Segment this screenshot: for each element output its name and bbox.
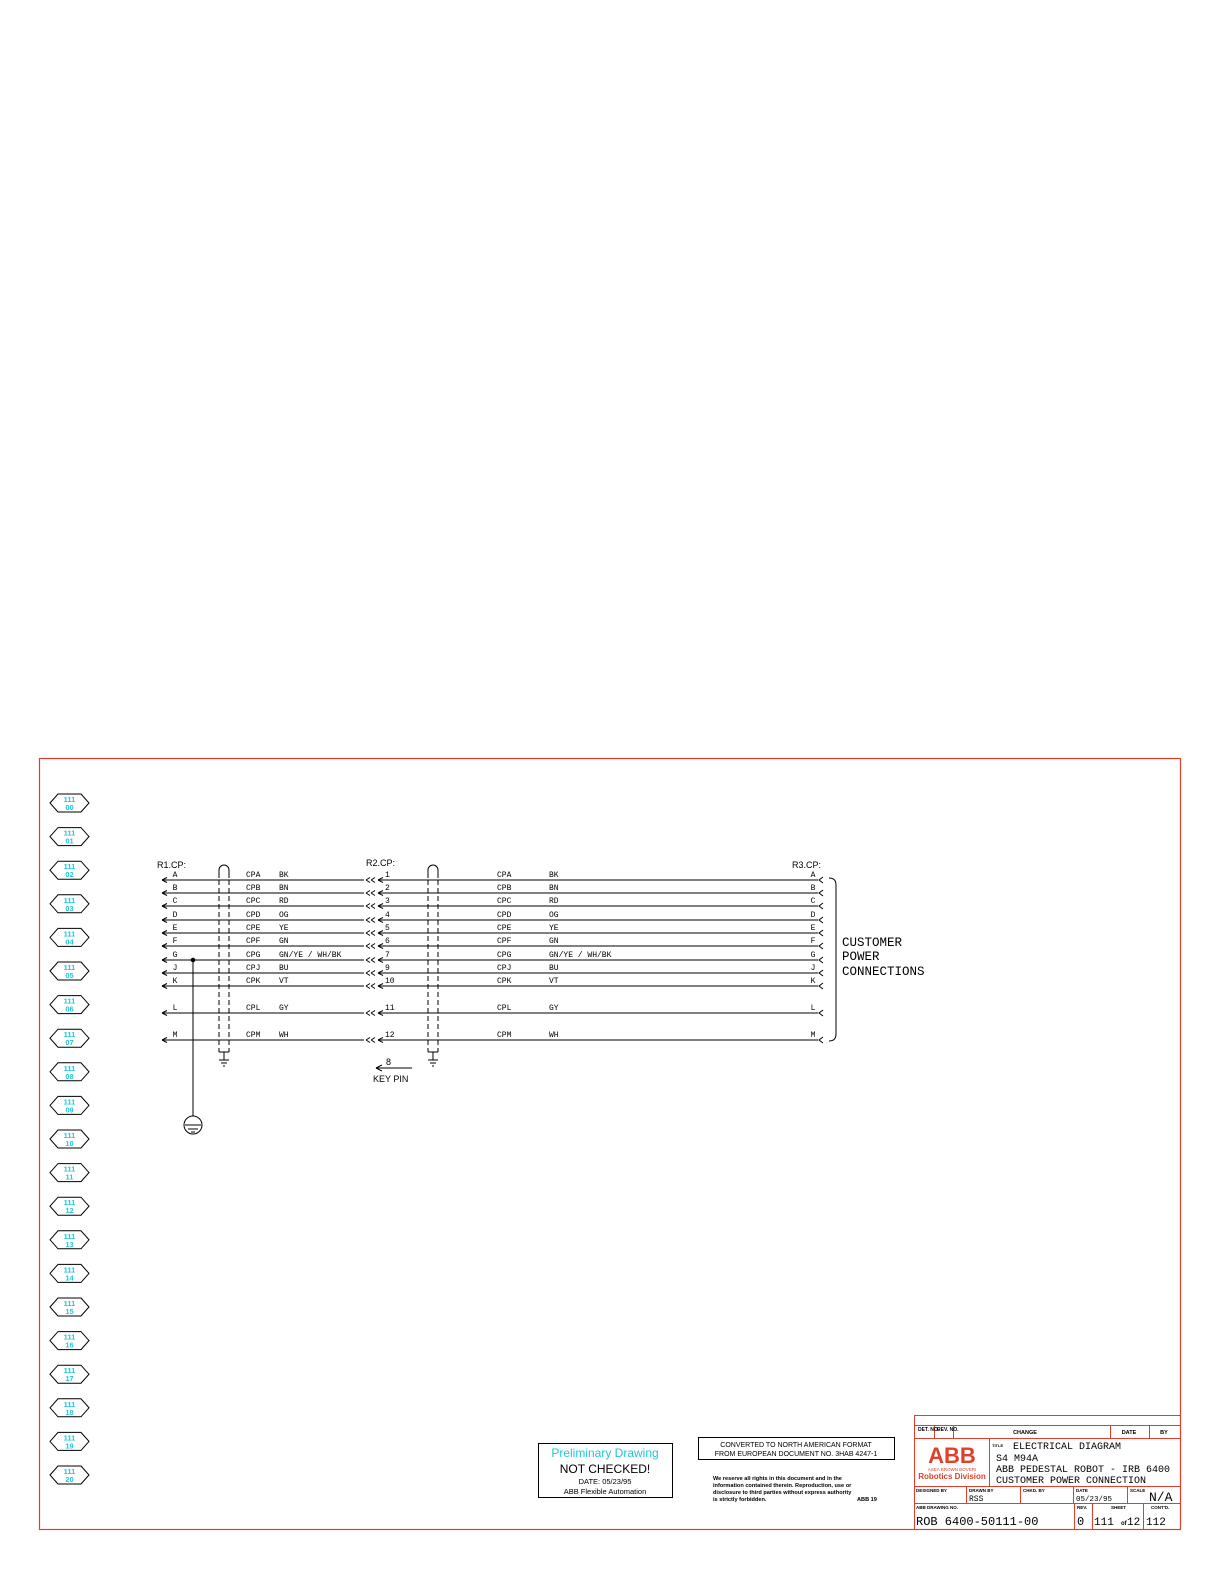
wire-row [162, 951, 823, 963]
r2-pin: 12 [385, 1031, 395, 1040]
connector-r1-label: R1.CP: [157, 860, 187, 870]
svg-text:ABB 19: ABB 19 [857, 1497, 877, 1503]
row-marker-top: 111 [63, 996, 76, 1006]
connector-socket [366, 984, 375, 989]
row-marker-top: 111 [63, 1131, 76, 1140]
row-marker-bottom: 10 [65, 1139, 74, 1148]
r2-pin: 11 [385, 1004, 395, 1013]
row-marker-top: 111 [63, 862, 76, 872]
wire-row [162, 871, 823, 883]
r1-pin: B [172, 884, 178, 893]
r1-pin: F [172, 937, 178, 946]
wire-row [162, 884, 823, 896]
row-marker-bottom: 02 [65, 870, 74, 880]
cable-shield-left [219, 865, 229, 1066]
row-marker-top: 111 [63, 1164, 76, 1174]
row-marker [50, 1197, 89, 1215]
wire-signal: CPL [497, 1004, 512, 1013]
row-marker-top: 111 [63, 1467, 76, 1476]
row-marker-top: 111 [63, 1332, 76, 1342]
row-marker-bottom: 06 [65, 1004, 74, 1014]
row-marker [50, 861, 89, 879]
wire-color: RD [279, 897, 289, 906]
wire-signal: CPK [246, 977, 261, 986]
svg-text:111: 111 [1094, 1517, 1114, 1529]
wire-signal: CPF [497, 937, 512, 946]
wire-row [162, 1031, 823, 1043]
connector-r2-label: R2.CP: [366, 858, 396, 868]
svg-text:Preliminary Drawing: Preliminary Drawing [551, 1446, 659, 1460]
wire-row [162, 924, 823, 936]
conversion-note [699, 1438, 895, 1460]
row-marker [50, 828, 89, 846]
wire-signal: CPA [497, 871, 512, 880]
svg-text:DESIGNED BY: DESIGNED BY [916, 1488, 948, 1493]
customer-label-line1: CUSTOMER [842, 936, 903, 950]
svg-text:DET. NO.: DET. NO. [918, 1427, 940, 1433]
svg-text:Robotics Division: Robotics Division [918, 1472, 986, 1481]
row-marker-bottom: 16 [65, 1340, 74, 1350]
row-marker-top: 111 [63, 963, 76, 972]
row-marker-bottom: 05 [65, 971, 74, 980]
r3-pin: C [810, 897, 816, 906]
wire-signal: CPD [246, 911, 261, 920]
wire-color: YE [549, 924, 559, 933]
connector-socket [819, 917, 823, 923]
svg-text:ASEA BROWN BOVERI: ASEA BROWN BOVERI [927, 1467, 977, 1472]
connector-socket [366, 931, 375, 936]
wire-row [162, 897, 823, 909]
connector-socket [366, 878, 375, 883]
wire-color: BN [279, 884, 289, 893]
connector-socket [366, 1038, 375, 1043]
wire-color: YE [279, 924, 289, 933]
svg-text:12: 12 [1127, 1517, 1141, 1529]
row-marker-bottom: 17 [65, 1374, 74, 1384]
wire-signal: CPE [246, 924, 261, 933]
connector-socket [819, 983, 823, 989]
row-marker-top: 111 [63, 1366, 76, 1376]
row-marker [50, 1164, 89, 1182]
wire-color: BU [279, 964, 289, 973]
drawing-border [40, 759, 1181, 1530]
svg-text:REV. NO.: REV. NO. [937, 1427, 959, 1433]
row-marker-top: 111 [63, 1030, 76, 1040]
wire-color: GY [279, 1004, 289, 1013]
row-marker-bottom: 11 [65, 1172, 74, 1182]
connector-socket [819, 1010, 823, 1016]
row-marker [50, 1298, 89, 1316]
connector-socket [819, 1037, 823, 1043]
svg-text:ELECTRICAL DIAGRAM: ELECTRICAL DIAGRAM [1013, 1442, 1122, 1453]
r1-pin: M [172, 1031, 178, 1040]
svg-text:KEY PIN: KEY PIN [373, 1074, 409, 1084]
connector-socket [819, 903, 823, 909]
connector-r3-label: R3.CP: [792, 860, 822, 870]
r3-pin: F [810, 937, 816, 946]
wire-color: GN/YE / WH/BK [279, 951, 342, 960]
svg-text:112: 112 [1146, 1517, 1166, 1529]
row-marker [50, 1231, 89, 1249]
r3-pin: G [810, 951, 816, 960]
wire-signal: CPB [497, 884, 512, 893]
wire-row [162, 937, 823, 949]
svg-text:CHKD. BY: CHKD. BY [1023, 1488, 1045, 1493]
row-marker [50, 928, 89, 946]
svg-text:NOT CHECKED!: NOT CHECKED! [559, 1462, 651, 1476]
wire-color: GY [549, 1004, 559, 1013]
r3-pin: B [810, 884, 816, 893]
row-marker-top: 111 [63, 1097, 76, 1107]
r2-pin: 10 [385, 977, 395, 986]
wire-signal: CPJ [497, 964, 512, 973]
row-marker [50, 1399, 89, 1417]
wire-signal: CPG [497, 951, 512, 960]
r3-pin: J [810, 964, 816, 973]
row-marker-top: 111 [63, 1265, 76, 1275]
row-marker [50, 895, 89, 913]
svg-text:DATE: DATE [1076, 1488, 1088, 1493]
svg-text:ABB Flexible Automation: ABB Flexible Automation [563, 1487, 647, 1496]
svg-text:TITLE: TITLE [992, 1443, 1004, 1448]
r3-pin: K [810, 977, 816, 986]
svg-text:S4 M94A: S4 M94A [996, 1454, 1039, 1465]
row-marker-top: 111 [63, 1198, 76, 1208]
wire-signal: CPL [246, 1004, 261, 1013]
wire-color: BU [549, 964, 559, 973]
row-marker-bottom: 14 [65, 1273, 74, 1283]
wire-color: GN [279, 937, 289, 946]
svg-text:DRAWN BY: DRAWN BY [969, 1488, 994, 1493]
row-marker [50, 1096, 89, 1114]
row-marker-bottom: 19 [65, 1441, 74, 1451]
r1-pin: E [172, 924, 178, 933]
ground-symbol [184, 958, 202, 1134]
svg-text:SHEET: SHEET [1111, 1505, 1127, 1510]
connector-socket [366, 918, 375, 923]
svg-text:CUSTOMER POWER CONNECTION: CUSTOMER POWER CONNECTION [996, 1476, 1147, 1487]
row-marker-bottom: 09 [65, 1105, 74, 1115]
wire-signal: CPF [246, 937, 261, 946]
rights-notice [713, 1476, 877, 1503]
key-pin-indicator [373, 1057, 412, 1084]
r2-pin: 2 [385, 884, 390, 893]
row-marker-bottom: 13 [65, 1239, 74, 1249]
wire-color: BK [279, 871, 289, 880]
r2-pin: 9 [385, 964, 390, 973]
svg-text:SCALE: SCALE [1130, 1488, 1146, 1493]
r3-pin: L [810, 1004, 816, 1013]
row-marker-top: 111 [63, 1231, 76, 1241]
r3-pin: A [810, 871, 816, 880]
connector-socket [366, 891, 375, 896]
connector-socket [366, 971, 375, 976]
connector-socket [366, 1011, 375, 1016]
r1-pin: D [172, 911, 178, 920]
svg-text:ROB 6400-50111-00: ROB 6400-50111-00 [916, 1515, 1039, 1529]
wire-row [162, 1004, 823, 1016]
row-marker [50, 1466, 89, 1484]
svg-text:CONVERTED TO NORTH AMERICAN FO: CONVERTED TO NORTH AMERICAN FORMAT [720, 1442, 872, 1449]
wire-harness [162, 871, 823, 1043]
row-markers [50, 794, 89, 1484]
connector-socket [819, 890, 823, 896]
wire-signal: CPC [497, 897, 512, 906]
wire-color: OG [549, 911, 559, 920]
r3-pin: E [810, 924, 816, 933]
svg-text:FROM EUROPEAN DOCUMENT NO. 3HA: FROM EUROPEAN DOCUMENT NO. 3HAB 4247-1 [714, 1451, 878, 1458]
wire-color: OG [279, 911, 289, 920]
row-marker-bottom: 07 [65, 1038, 74, 1048]
row-marker-bottom: 01 [65, 836, 74, 846]
r1-pin: J [172, 964, 178, 973]
r2-pin: 1 [385, 871, 390, 880]
row-marker-top: 111 [63, 1299, 76, 1308]
svg-text:8: 8 [386, 1057, 392, 1067]
customer-label-line2: POWER [842, 950, 880, 964]
r2-pin: 5 [385, 924, 390, 933]
row-marker-top: 111 [63, 1063, 76, 1073]
svg-text:N/A: N/A [1149, 1490, 1173, 1505]
connector-socket [366, 958, 375, 963]
row-marker-top: 111 [63, 828, 76, 838]
wire-signal: CPJ [246, 964, 261, 973]
wire-color: BK [549, 871, 559, 880]
row-marker [50, 1063, 89, 1081]
connector-socket [366, 904, 375, 909]
svg-text:CHANGE: CHANGE [1013, 1430, 1037, 1436]
r1-pin: G [172, 951, 178, 960]
wire-row [162, 964, 823, 976]
abb-logo: ABB [928, 1443, 976, 1468]
wire-signal: CPB [246, 884, 261, 893]
connector-socket [819, 877, 823, 883]
row-marker [50, 996, 89, 1014]
svg-text:is strictly forbidden.: is strictly forbidden. [713, 1497, 767, 1503]
wire-signal: CPE [497, 924, 512, 933]
row-marker-top: 111 [63, 1433, 76, 1443]
r3-pin: M [810, 1031, 816, 1040]
wire-signal: CPG [246, 951, 261, 960]
r1-pin: L [172, 1004, 178, 1013]
wire-signal: CPC [246, 897, 261, 906]
customer-brace [829, 878, 836, 1041]
wire-signal: CPA [246, 871, 261, 880]
wire-row [162, 911, 823, 923]
r2-pin: 3 [385, 897, 390, 906]
preliminary-stamp [539, 1444, 673, 1498]
row-marker-bottom: 03 [65, 903, 74, 913]
row-marker [50, 1332, 89, 1350]
row-marker-bottom: 15 [65, 1307, 74, 1316]
r1-pin: A [172, 871, 178, 880]
wire-color: WH [279, 1031, 289, 1040]
wire-color: RD [549, 897, 559, 906]
cable-shield-middle [428, 865, 438, 1066]
row-marker-top: 111 [63, 1399, 76, 1409]
connector-socket [819, 957, 823, 963]
wire-signal: CPK [497, 977, 512, 986]
connector-socket [366, 944, 375, 949]
row-marker [50, 1365, 89, 1383]
r2-pin: 4 [385, 911, 390, 920]
connector-socket [819, 970, 823, 976]
row-marker [50, 794, 89, 812]
wire-color: WH [549, 1031, 559, 1040]
wire-signal: CPD [497, 911, 512, 920]
svg-text:ABB DRAWING NO.: ABB DRAWING NO. [916, 1505, 958, 1510]
row-marker-top: 111 [63, 795, 76, 804]
title-block [915, 1416, 1181, 1530]
wire-row [162, 977, 823, 989]
r2-pin: 6 [385, 937, 390, 946]
svg-text:information contained therein.: information contained therein. Reproduction, use or [713, 1483, 852, 1489]
svg-text:We reserve all rights in this: We reserve all rights in this document and in the [713, 1476, 842, 1482]
svg-text:DATE: DATE [1121, 1430, 1137, 1436]
row-marker-bottom: 20 [65, 1475, 74, 1484]
svg-text:of: of [1121, 1521, 1127, 1527]
wire-signal: CPM [497, 1031, 512, 1040]
svg-text:BY: BY [1160, 1430, 1168, 1436]
row-marker-bottom: 00 [65, 803, 74, 812]
wire-signal: CPM [246, 1031, 261, 1040]
svg-text:05/23/95: 05/23/95 [1076, 1496, 1113, 1504]
customer-label-line3: CONNECTIONS [842, 965, 925, 979]
wire-color: VT [279, 977, 289, 986]
row-marker-top: 111 [63, 929, 76, 939]
wire-color: BN [549, 884, 559, 893]
connector-socket [819, 943, 823, 949]
row-marker [50, 962, 89, 980]
svg-text:ABB PEDESTAL ROBOT - IRB 6400: ABB PEDESTAL ROBOT - IRB 6400 [996, 1465, 1171, 1476]
row-marker-bottom: 04 [65, 937, 74, 947]
connector-socket [819, 930, 823, 936]
svg-text:CONT'D.: CONT'D. [1151, 1505, 1170, 1510]
row-marker-top: 111 [63, 895, 76, 905]
wire-color: GN/YE / WH/BK [549, 951, 612, 960]
svg-text:disclosure to third parties wi: disclosure to third parties without express authority [713, 1490, 852, 1496]
svg-text:RSS: RSS [969, 1495, 984, 1504]
r3-pin: D [810, 911, 816, 920]
wire-color: GN [549, 937, 559, 946]
row-marker-bottom: 18 [65, 1407, 74, 1417]
row-marker-bottom: 12 [65, 1206, 74, 1216]
row-marker-bottom: 08 [65, 1071, 74, 1081]
svg-text:0: 0 [1077, 1515, 1085, 1529]
r1-pin: K [172, 977, 178, 986]
row-marker [50, 1130, 89, 1148]
row-marker [50, 1029, 89, 1047]
row-marker [50, 1432, 89, 1450]
wire-color: VT [549, 977, 559, 986]
r2-pin: 7 [385, 951, 390, 960]
svg-text:REV.: REV. [1077, 1505, 1088, 1510]
svg-text:DATE: 05/23/95: DATE: 05/23/95 [578, 1477, 632, 1486]
row-marker [50, 1264, 89, 1282]
r1-pin: C [172, 897, 178, 906]
